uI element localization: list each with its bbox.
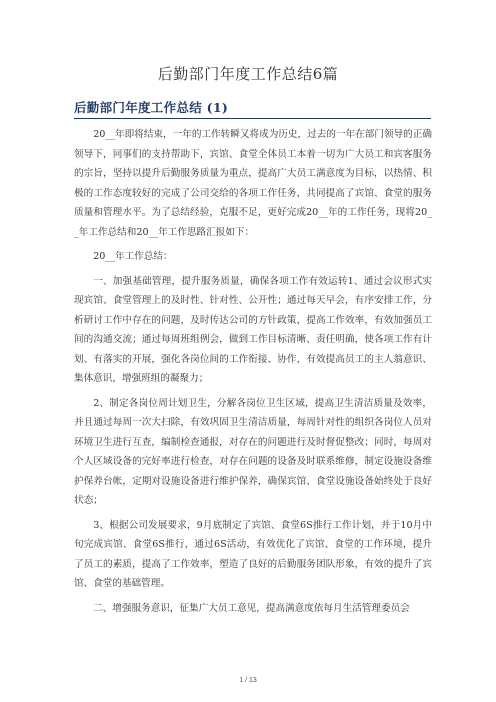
section-heading: 后勤部门年度工作总结 (1) bbox=[74, 100, 229, 115]
paragraph-item-1: 一、加强基础管理，提升服务质量，确保各项工作有效运转1、通过会议形式实现宾馆、食堂管理上的及时性、针对性、公开性；通过每天早会，有序安排工作，分析研讨工作中存在的问题，及时传达公司的方针政策，提高工作效率，有效加强员工间的沟通交流；通过每周班组例会，做到工作目标清晰、责任明确，使各项工作有计划、有落实的开展，强化各岗位间的工作衔接、协作，有效提高员工的主人翁意识、集体意识，增强班组的凝聚力； bbox=[74, 275, 432, 384]
paragraph-section-2: 二、增强服务意识，征集广大员工意见，提高满意度依每月生活管理委员会 bbox=[93, 602, 410, 614]
paragraph-item-3: 3、根据公司发展要求，9月底制定了宾馆、食堂6S推行工作计划，并于10月中旬完成宾馆、食堂6S推行，通过6S活动，有效优化了宾馆、食堂的工作环境，提升了员工的素质，提高了工作效率，塑造了良好的后勤服务团队形象，有效的提升了宾馆、食堂的基础管理。 bbox=[74, 519, 432, 589]
document-title: 后勤部门年度工作总结6篇 bbox=[157, 65, 339, 83]
page-number: 1 / 13 bbox=[239, 677, 257, 684]
paragraph-summary-label: 20__年工作总结： bbox=[93, 251, 173, 262]
paragraph-intro: 20__年即将结束，一年的工作转瞬又将成为历史，过去的一年在部门领导的正确领导下，同事们的支持帮助下，宾馆、食堂全体员工本着一切为广大员工和宾客服务的宗旨，坚持以提升后勤服务质量为重点，提高广大员工满意度为目标，以热情、积极的工作态度较好的完成了公司交给的各项工作任务，共同提高了宾馆、食堂的服务质量和管理水平。为了总结经验，克服不足，更好完成20__年的工作任务，现将20__年工作总结和20__年工作思路汇报如下： bbox=[74, 129, 432, 238]
paragraph-item-2: 2、制定各岗位周计划卫生，分解各岗位卫生区域，提高卫生清洁质量及效率，并且通过每周一次大扫除，有效巩固卫生清洁质量，每周针对性的组织各岗位人员对环境卫生进行互查，编制检查通报，对存在的问题进行及时督促整改；同时，每周对个人区域设备的完好率进行检查，对存在问题的设备及时联系维修，制定设施设备维护保养台帐，定期对设施设备进行维护保养，确保宾馆、食堂设施设备始终处于良好状态； bbox=[74, 397, 432, 506]
heading-underline bbox=[74, 118, 431, 119]
body-text bbox=[74, 125, 432, 623]
